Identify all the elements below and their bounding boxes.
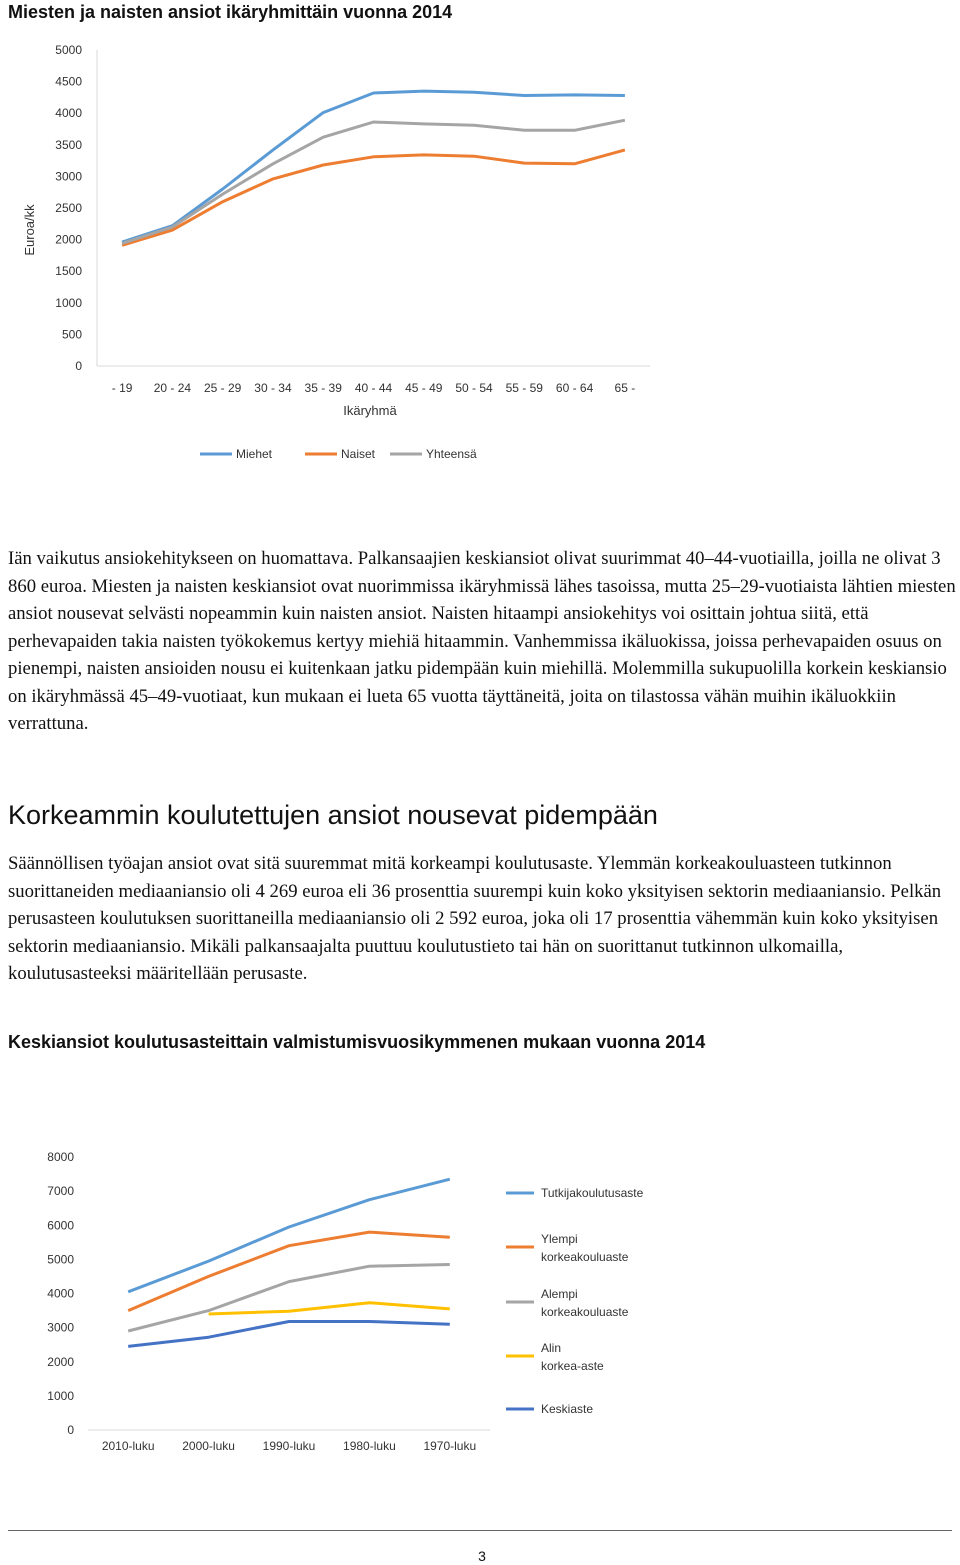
- y-tick-label: 2500: [55, 201, 82, 215]
- y-tick-label: 8000: [47, 1150, 74, 1164]
- x-tick-label: - 19: [111, 381, 133, 395]
- series-line-alin-korkea-aste: [209, 1303, 450, 1314]
- series-line-ylempi-korkeakouluaste: [128, 1232, 450, 1311]
- y-tick-label: 5000: [47, 1252, 74, 1267]
- y-tick-label: 6000: [47, 1218, 74, 1233]
- y-tick-label: 0: [67, 1423, 74, 1437]
- legend-label-naiset: Naiset: [341, 447, 376, 461]
- x-tick-label: 20 - 24: [153, 381, 192, 395]
- x-tick-label: 50 - 54: [455, 381, 493, 395]
- y-tick-label: 4000: [47, 1286, 74, 1301]
- y-tick-label: 1500: [55, 264, 82, 279]
- x-tick-label: 55 - 59: [505, 381, 543, 395]
- x-tick-label: 1970-luku: [423, 1439, 477, 1453]
- legend-label-keskiaste: Keskiaste: [541, 1402, 594, 1416]
- y-tick-label: 500: [61, 327, 82, 342]
- x-tick-label: 30 - 34: [254, 381, 292, 395]
- y-tick-label: 0: [75, 359, 82, 373]
- x-tick-label: 35 - 39: [304, 381, 342, 395]
- x-tick-label: 2000-luku: [182, 1439, 235, 1453]
- legend-label-tutkijakoulutusaste: Tutkijakoulutusaste: [541, 1186, 644, 1200]
- footer-divider: [8, 1530, 952, 1531]
- y-tick-label: 3000: [55, 169, 82, 184]
- y-tick-label: 5000: [55, 43, 82, 57]
- y-tick-label: 1000: [55, 295, 82, 310]
- y-tick-label: 2000: [55, 232, 82, 247]
- x-axis-label: Ikäryhmä: [343, 403, 397, 418]
- series-line-keskiaste: [128, 1322, 450, 1347]
- paragraph-education-earnings: Säännöllisen työajan ansiot ovat sitä suuremmat mitä korkeampi koulutusaste. Ylemmän korkeakouluasteen tutkinnon suorittaneiden mediaaniansio oli 4 269 euroa eli 36 prosenttia suurempi kuin koko yksityisen sektorin mediaaniansio. Pelkän perusasteen koulutuksen suorittaneilla mediaaniansio oli 2 592 euroa, joka oli 17 prosenttia vähemmän kuin koko yksityisen sektorin mediaaniansio. Mikäli palkansaajalta puuttuu koulutustieto tai hän on suorittanut tutkinnon ulkomailla, koulutusasteeksi määritellään perusaste.: [8, 853, 942, 984]
- y-tick-label: 2000: [47, 1354, 74, 1369]
- legend-label-ylempi-korkeakouluaste: Ylempi korkeakouluaste: [541, 1232, 629, 1264]
- y-tick-label: 3000: [47, 1320, 74, 1335]
- y-tick-label: 4000: [55, 106, 82, 121]
- legend-label-yhteens: Yhteensä: [426, 447, 477, 461]
- x-tick-label: 65 -: [614, 381, 636, 395]
- series-line-naiset: [122, 150, 625, 245]
- y-tick-label: 4500: [55, 74, 82, 89]
- x-tick-label: 1980-luku: [343, 1439, 396, 1453]
- section-heading-education: Korkeammin koulutettujen ansiot nousevat pidempään: [8, 800, 658, 830]
- x-tick-label: 1990-luku: [262, 1439, 316, 1453]
- legend-label-alin-korkea-aste: Alin korkea-aste: [541, 1341, 604, 1373]
- y-tick-label: 3500: [55, 137, 82, 152]
- page-number: 3: [478, 1548, 486, 1564]
- series-line-miehet: [122, 91, 625, 242]
- y-tick-label: 7000: [47, 1184, 74, 1199]
- x-tick-label: 2010-luku: [101, 1439, 155, 1453]
- series-line-yhteens: [122, 120, 625, 243]
- x-tick-label: 45 - 49: [405, 381, 443, 395]
- line-chart-earnings-by-education: [0, 1130, 700, 1460]
- legend-label-miehet: Miehet: [236, 447, 273, 461]
- line-chart-earnings-by-age: [0, 30, 700, 470]
- legend-label-alempi-korkeakouluaste: Alempi korkeakouluaste: [541, 1287, 629, 1319]
- x-tick-label: 25 - 29: [204, 381, 242, 395]
- chart-title-age-groups: Miesten ja naisten ansiot ikäryhmittäin vuonna 2014: [8, 2, 453, 22]
- y-axis-label: Euroa/kk: [22, 204, 37, 256]
- chart-title-education-decades: Keskiansiot koulutusasteittain valmistumisvuosikymmenen mukaan vuonna 2014: [8, 1032, 706, 1052]
- x-tick-label: 40 - 44: [354, 381, 393, 395]
- x-tick-label: 60 - 64: [555, 381, 594, 395]
- y-tick-label: 1000: [47, 1388, 74, 1403]
- paragraph-age-effect: Iän vaikutus ansiokehitykseen on huomattava. Palkansaajien keskiansiot olivat suurimmat 40–44-vuotiailla, joilla ne olivat 3 860 euroa. Miesten ja naisten keskiansiot ovat nuorimmissa ikäryhmissä lähes tasoissa, mutta 25–29-vuotiaista lähtien miesten ansiot nousevat selvästi nopeammin kuin naisten ansiot. Naisten hitaampi ansiokehitys voi osittain johtua siitä, että perhevapaiden takia naisten työkokemus kertyy miehiä hitaammin. Vanhemmissa ikäluokissa, joissa perhevapaiden osuus on pienempi, naisten ansioiden nousu ei kuitenkaan jatku pidempään kuin miehillä. Molemmilla sukupuolilla korkein keskiansio on ikäryhmässä 45–49-vuotiaat, kun mukaan ei lueta 65 vuotta täyttäneitä, joita on tilastossa vähän muihin ikäluokkiin verrattuna.: [8, 548, 956, 734]
